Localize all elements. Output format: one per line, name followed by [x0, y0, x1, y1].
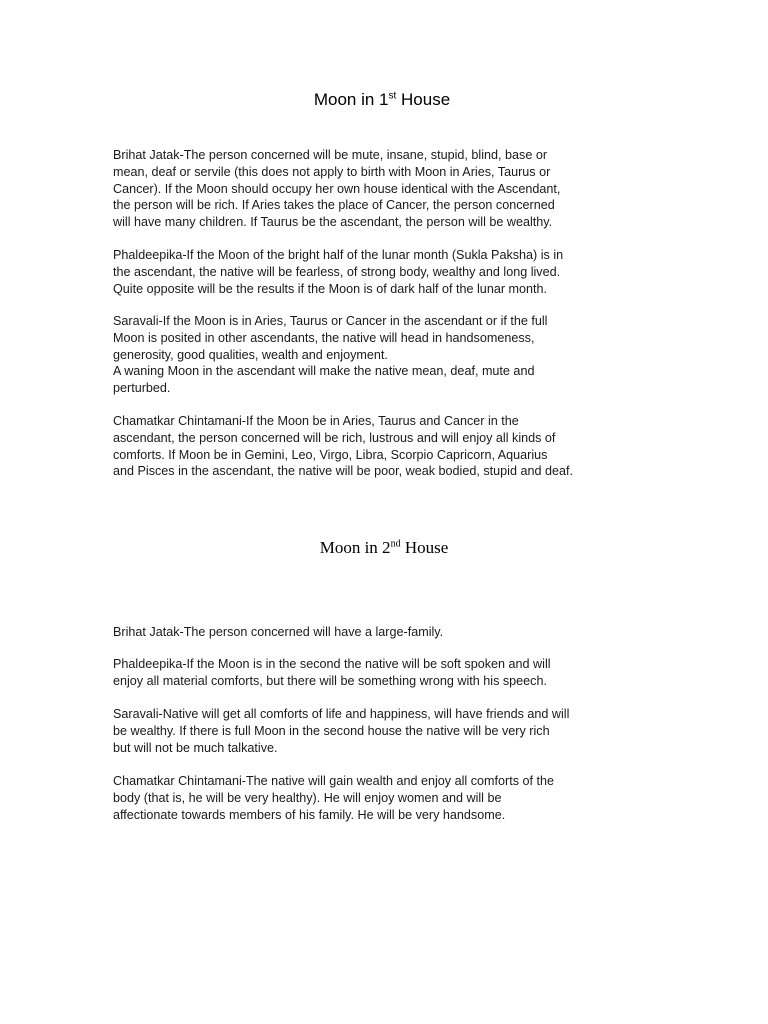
section-2-paragraph-phaldeepika — [113, 656, 658, 690]
section-1-heading-rest: House — [396, 90, 451, 109]
paragraph-line: Brihat Jatak-The person concerned will be mute, insane, stupid, blind, base or — [113, 148, 548, 162]
paragraph-line: be wealthy. If there is full Moon in the second house the native will be very rich — [113, 723, 550, 738]
section-2-heading — [0, 538, 768, 558]
section-1-heading-superscript: st — [388, 90, 397, 102]
paragraph-line: Quite opposite will be the results if the Moon is of dark half of the lunar month. — [113, 281, 548, 296]
section-1-paragraph-saravali — [113, 313, 658, 397]
paragraph-line: the ascendant, the native will be fearless, of strong body, wealthy and long lived. — [113, 264, 561, 279]
paragraph-line: Saravali-If the Moon is in Aries, Taurus or Cancer in the ascendant or if the full — [113, 314, 548, 328]
paragraph-line: Phaldeepika-If the Moon of the bright half of the lunar month (Sukla Paksha) is in — [113, 248, 564, 262]
paragraph-line: Chamatkar Chintamani-If the Moon be in Aries, Taurus and Cancer in the — [113, 414, 519, 428]
paragraph-line: affectionate towards members of his family. He will be very handsome. — [113, 807, 506, 822]
section-2-heading-main: Moon in 2 — [319, 538, 391, 557]
paragraph-line: ascendant, the person concerned will be rich, lustrous and will enjoy all kinds of — [113, 430, 556, 445]
paragraph-line: and Pisces in the ascendant, the native will be poor, weak bodied, stupid and deaf. — [113, 464, 573, 479]
paragraph-line: the person will be rich. If Aries takes the place of Cancer, the person concerned — [113, 198, 555, 213]
section-2-paragraph-chamatkar-chintamani — [113, 773, 658, 823]
paragraph-line: enjoy all material comforts, but there will be something wrong with his speech. — [113, 673, 547, 688]
section-2-heading-rest: House — [400, 538, 449, 557]
paragraph-line: body (that is, he will be very healthy). He will enjoy women and will be — [113, 790, 502, 805]
paragraph-line: Moon is posited in other ascendants, the native will head in handsomeness, — [113, 330, 535, 345]
section-2-paragraph-saravali — [113, 706, 658, 756]
paragraph-line: mean, deaf or servile (this does not apply to birth with Moon in Aries, Taurus or — [113, 164, 551, 179]
section-2-heading-superscript: nd — [390, 538, 401, 550]
section-2-paragraph-brihat-jatak — [113, 624, 658, 641]
paragraph-line: will have many children. If Taurus be the ascendant, the person will be wealthy. — [113, 215, 553, 230]
paragraph-line: comforts. If Moon be in Gemini, Leo, Virgo, Libra, Scorpio Capricorn, Aquarius — [113, 447, 548, 462]
section-1-heading — [0, 90, 766, 110]
section-1-heading-main: Moon in 1 — [313, 90, 389, 109]
paragraph-line: Saravali-Native will get all comforts of life and happiness, will have friends and will — [113, 707, 570, 721]
paragraph-line: perturbed. — [113, 381, 171, 396]
section-1-paragraph-phaldeepika — [113, 247, 658, 297]
paragraph-line: Brihat Jatak-The person concerned will have a large-family. — [113, 625, 444, 639]
paragraph-line: Phaldeepika-If the Moon is in the second the native will be soft spoken and will — [113, 657, 551, 671]
paragraph-line: Chamatkar Chintamani-The native will gain wealth and enjoy all comforts of the — [113, 774, 554, 788]
section-1-paragraph-chamatkar-chintamani — [113, 413, 658, 480]
paragraph-line: A waning Moon in the ascendant will make the native mean, deaf, mute and — [113, 364, 535, 379]
paragraph-line: Cancer). If the Moon should occupy her own house identical with the Ascendant, — [113, 181, 561, 196]
paragraph-line: generosity, good qualities, wealth and enjoyment. — [113, 347, 388, 362]
paragraph-line: but will not be much talkative. — [113, 740, 278, 755]
section-1-paragraph-brihat-jatak — [113, 147, 658, 231]
